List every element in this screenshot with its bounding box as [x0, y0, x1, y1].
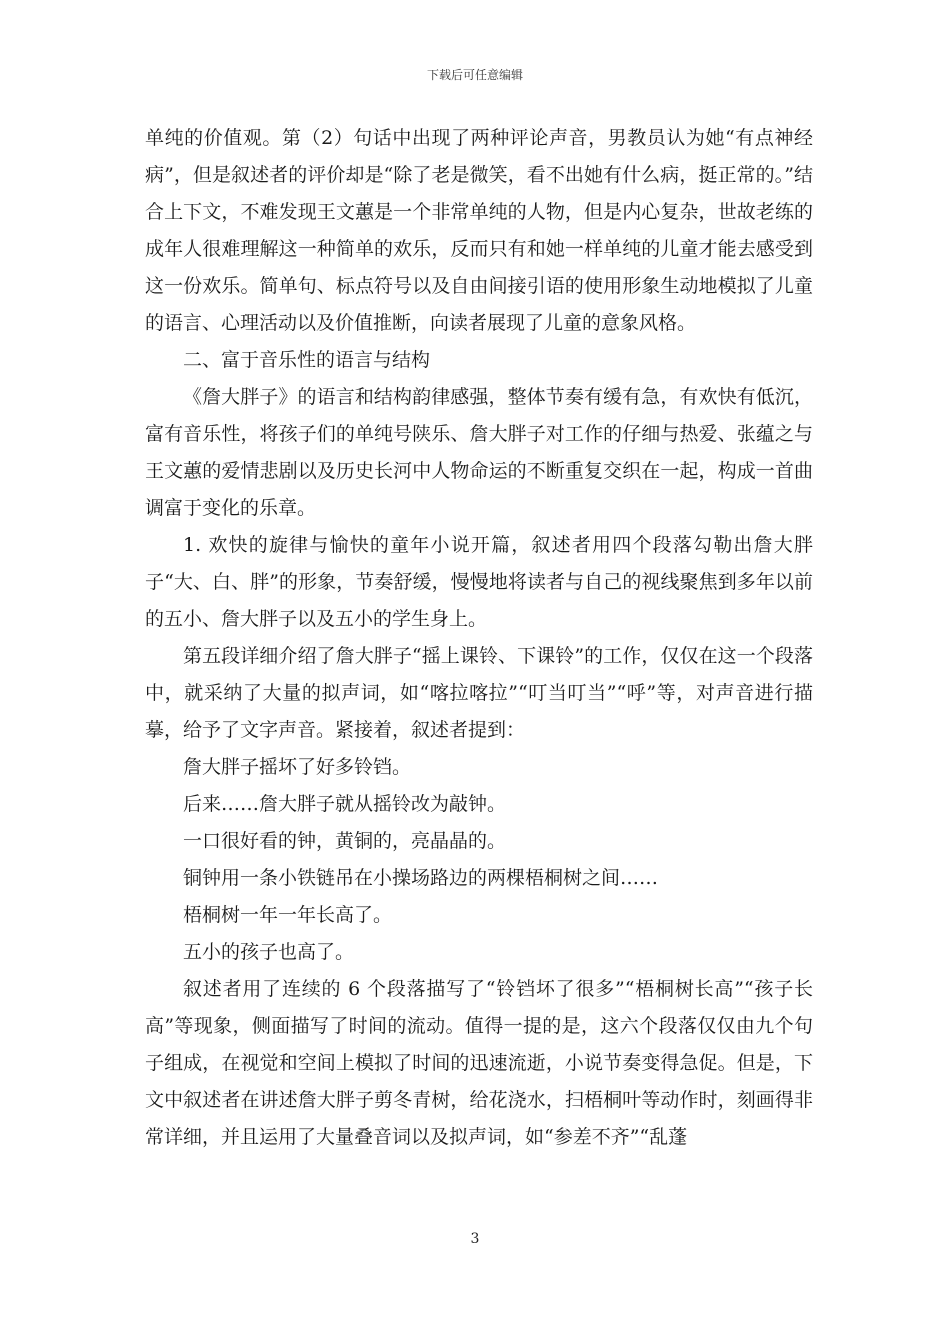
quoted-line: 铜钟用一条小铁链吊在小操场路边的两棵梧桐树之间…… [183, 867, 659, 889]
quoted-line: 后来……詹大胖子就从摇铃改为敲钟。 [183, 793, 507, 815]
page-number: 3 [470, 1231, 480, 1247]
document-body [145, 120, 813, 1156]
paragraph: 单纯的价值观。第（2）句话中出现了两种评论声音，男教员认为她“有点神经病”，但是叙述者的评价却是“除了老是微笑，看不出她有什么病，挺正常的。”结合上下文，不难发现王文蕙是一个非常单纯的人物，但是内心复杂，世故老练的成年人很难理解这一种简单的欢乐，反而只有和她一样单纯的儿童才能去感受到这一份欢乐。简单句、标点符号以及自由间接引语的使用形象生动地模拟了儿童的语言、心理活动以及价值推断，向读者展现了儿童的意象风格。 [145, 127, 813, 334]
page-header: 下载后可任意编辑 [426, 68, 523, 82]
quoted-line: 一口很好看的钟，黄铜的，亮晶晶的。 [183, 830, 507, 852]
section-heading: 二、富于音乐性的语言与结构 [183, 349, 431, 371]
paragraph: 《詹大胖子》的语言和结构韵律感强，整体节奏有缓有急，有欢快有低沉，富有音乐性，将孩子们的单纯号陕乐、詹大胖子对工作的仔细与热爱、张蕴之与王文蕙的爱情悲剧以及历史长河中人物命运的不断重复交织在一起，构成一首曲调富于变化的乐章。 [145, 386, 813, 519]
paragraph: 1. 欢快的旋律与愉快的童年小说开篇，叙述者用四个段落勾勒出詹大胖子“大、白、胖”的形象，节奏舒缓，慢慢地将读者与自己的视线聚焦到多年以前的五小、詹大胖子以及五小的学生身上。 [145, 534, 813, 630]
paragraph: 叙述者用了连续的 6 个段落描写了“铃铛坏了很多”“梧桐树长高”“孩子长高”等现象，侧面描写了时间的流动。值得一提的是，这六个段落仅仅由九个句子组成，在视觉和空间上模拟了时间的迅速流逝，小说节奏变得急促。但是，下文中叙述者在讲述詹大胖子剪冬青树，给花浇水，扫梧桐叶等动作时，刻画得非常详细，并且运用了大量叠音词以及拟声词，如“参差不齐”“乱蓬 [145, 978, 813, 1148]
paragraph: 第五段详细介绍了詹大胖子“摇上课铃、下课铃”的工作，仅仅在这一个段落中，就采纳了大量的拟声词，如“喀拉喀拉”“叮当叮当”“呼”等，对声音进行描摹，给予了文字声音。紧接着，叙述者提到： [145, 645, 813, 741]
quoted-line: 五小的孩子也高了。 [183, 941, 355, 963]
quoted-line: 詹大胖子摇坏了好多铃铛。 [183, 756, 412, 778]
quoted-line: 梧桐树一年一年长高了。 [183, 904, 393, 926]
